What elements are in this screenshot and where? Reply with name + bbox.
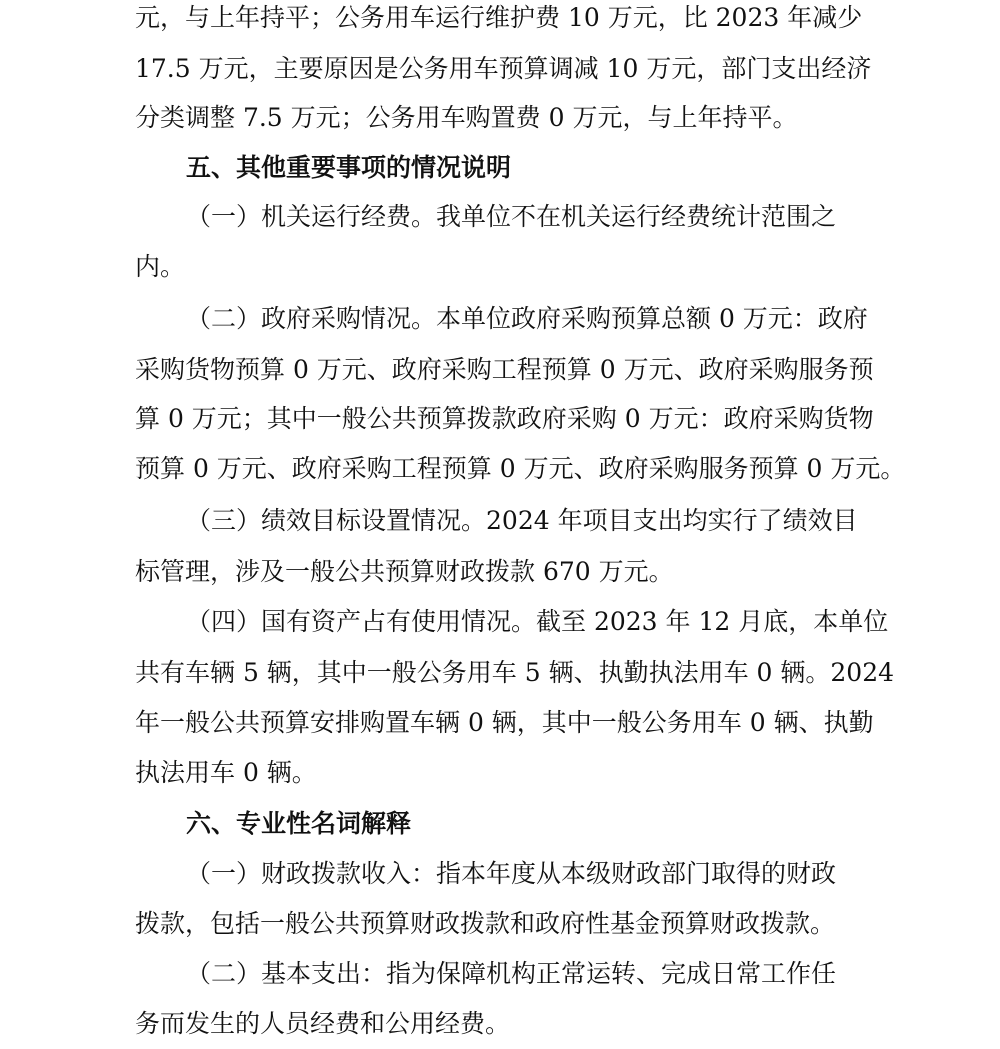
section-heading: 六、专业性名词解释 bbox=[186, 809, 412, 838]
body-text-line: 务而发生的人员经费和公用经费。 bbox=[135, 1009, 511, 1038]
body-text-line: 算 0 万元；其中一般公共预算拨款政府采购 0 万元：政府采购货物 bbox=[135, 404, 874, 433]
body-text-line: （二）基本支出：指为保障机构正常运转、完成日常工作任 bbox=[186, 959, 837, 988]
body-text-line: （三）绩效目标设置情况。2024 年项目支出均实行了绩效目 bbox=[186, 506, 858, 535]
body-text-line: 分类调整 7.5 万元；公务用车购置费 0 万元，与上年持平。 bbox=[135, 103, 798, 132]
body-text-line: 拨款，包括一般公共预算财政拨款和政府性基金预算财政拨款。 bbox=[135, 909, 836, 938]
body-text-line: 年一般公共预算安排购置车辆 0 辆，其中一般公务用车 0 辆、执勤 bbox=[135, 708, 874, 737]
section-heading: 五、其他重要事项的情况说明 bbox=[186, 153, 512, 182]
body-text-line: （一）财政拨款收入：指本年度从本级财政部门取得的财政 bbox=[186, 859, 837, 888]
body-text-line: 共有车辆 5 辆，其中一般公务用车 5 辆、执勤执法用车 0 辆。2024 bbox=[135, 658, 895, 687]
body-text-line: （一）机关运行经费。我单位不在机关运行经费统计范围之 bbox=[186, 202, 837, 231]
body-text-line: 标管理，涉及一般公共预算财政拨款 670 万元。 bbox=[135, 557, 674, 586]
body-text-line: 预算 0 万元、政府采购工程预算 0 万元、政府采购服务预算 0 万元。 bbox=[135, 454, 906, 483]
body-text-line: （二）政府采购情况。本单位政府采购预算总额 0 万元：政府 bbox=[186, 304, 868, 333]
body-text-line: 17.5 万元，主要原因是公务用车预算调减 10 万元，部门支出经济 bbox=[135, 54, 872, 83]
body-text-line: （四）国有资产占有使用情况。截至 2023 年 12 月底，本单位 bbox=[186, 607, 889, 636]
body-text-line: 内。 bbox=[135, 252, 186, 281]
body-text-line: 采购货物预算 0 万元、政府采购工程预算 0 万元、政府采购服务预 bbox=[135, 355, 874, 384]
body-text-line: 元，与上年持平；公务用车运行维护费 10 万元，比 2023 年减少 bbox=[135, 3, 863, 32]
body-text-line: 执法用车 0 辆。 bbox=[135, 758, 317, 787]
